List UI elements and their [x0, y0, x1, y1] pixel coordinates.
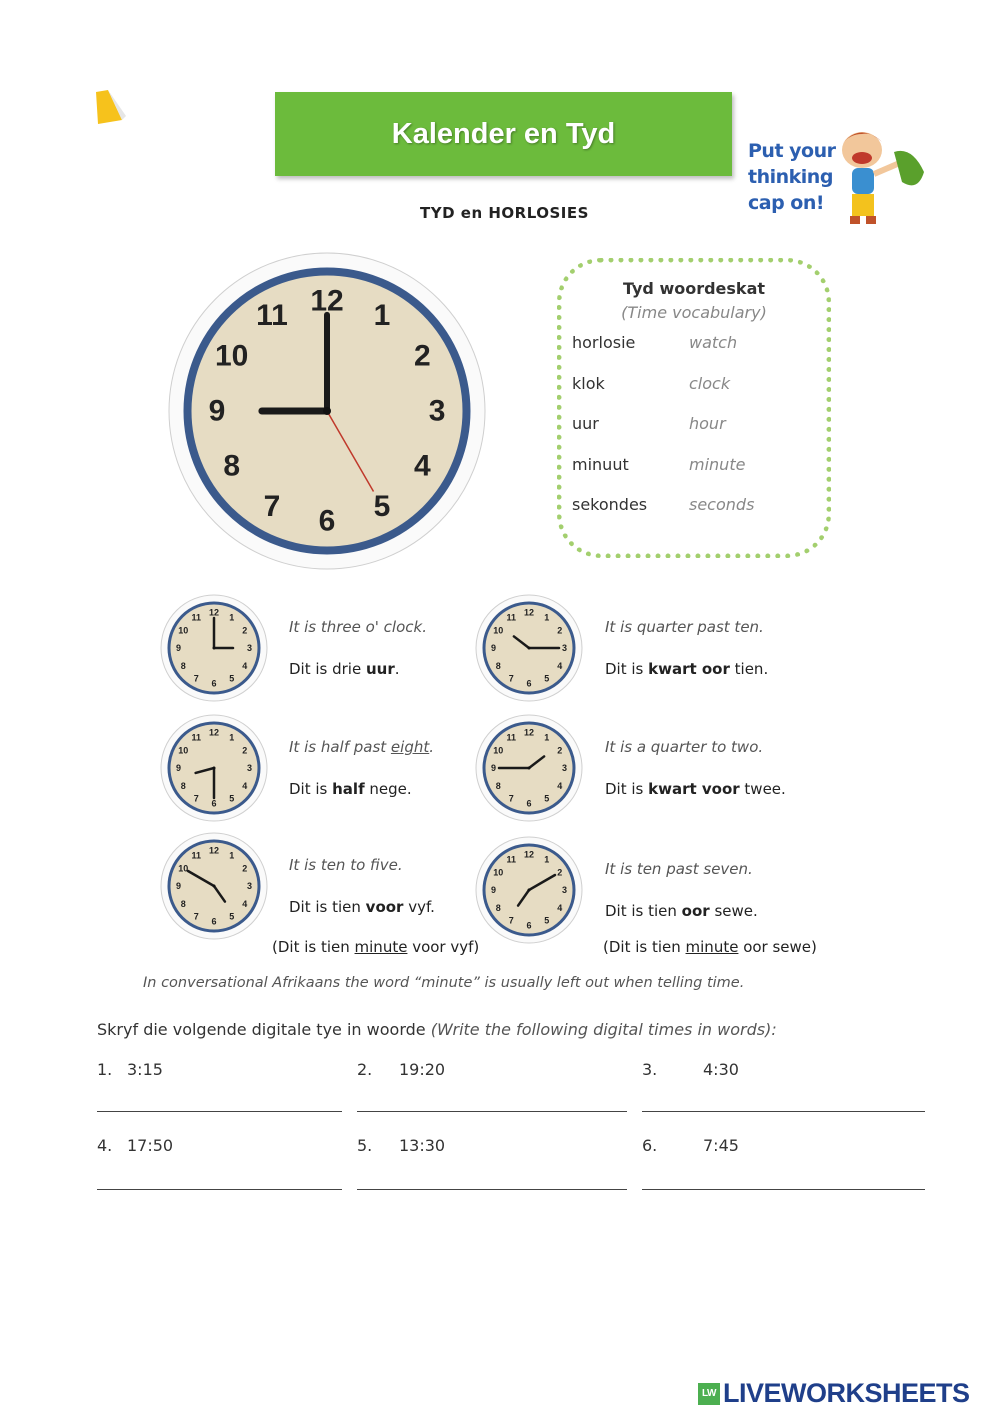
clock-number: 3 [561, 763, 568, 773]
clock-number: 11 [191, 850, 202, 861]
af-keyword: uur [365, 660, 395, 678]
exercise-number: 2. [357, 1060, 373, 1079]
clock-center [213, 885, 216, 888]
clock-number: 9 [175, 643, 182, 653]
af-text: Dit is [289, 780, 333, 798]
clock-number: 8 [495, 902, 501, 913]
clock-number: 12 [208, 727, 220, 738]
english-phrase: It is three o' clock. [289, 618, 427, 636]
exercise-time: 13:30 [399, 1136, 446, 1155]
example-clock [473, 712, 585, 824]
liveworksheets-logo [698, 1378, 970, 1409]
clock-number: 8 [495, 780, 501, 791]
instruction-afrikaans: Skryf die volgende digitale tye in woorde [97, 1020, 431, 1039]
clock-number: 9 [208, 394, 226, 428]
clock-number: 6 [211, 678, 217, 689]
clock-number: 7 [508, 915, 514, 926]
vocab-english: seconds [689, 495, 755, 514]
clock-number: 9 [175, 881, 182, 891]
clock-number: 7 [263, 489, 281, 523]
clock-number: 8 [180, 780, 186, 791]
instruction [97, 1020, 777, 1039]
clock-number: 2 [413, 339, 431, 373]
clock-number: 11 [506, 732, 517, 743]
clock-number: 10 [178, 745, 189, 756]
clock-number: 12 [208, 607, 220, 618]
af-text: voor vyf) [407, 938, 480, 956]
clock-number: 7 [193, 673, 199, 684]
answer-line[interactable] [97, 1111, 342, 1112]
vocab-title: Tyd woordeskat [622, 279, 766, 298]
vocab-english: minute [689, 454, 746, 474]
clock-number: 5 [229, 911, 235, 922]
vocab-afrikaans: minuut [572, 454, 629, 474]
clock-number: 1 [229, 732, 235, 743]
clock-number: 8 [495, 660, 501, 671]
clock-number: 5 [544, 793, 550, 804]
afrikaans-sentence [289, 660, 400, 678]
afrikaans-sentence [605, 660, 768, 678]
logo-badge-icon: LW [698, 1383, 720, 1405]
exercise-time: 17:50 [127, 1136, 174, 1155]
example-clock [158, 712, 270, 824]
clock-number: 9 [175, 763, 182, 773]
answer-line[interactable] [642, 1189, 925, 1190]
instruction-english: (Write the following digital times in words): [430, 1020, 777, 1039]
clock-number: 12 [523, 727, 535, 738]
english-phrase-underlined: eight [390, 738, 430, 756]
english-sentence [605, 860, 753, 878]
clock-number: 8 [180, 660, 186, 671]
answer-line[interactable] [642, 1111, 925, 1112]
clock-number: 3 [246, 643, 253, 653]
exercise-number: 4. [97, 1136, 113, 1155]
af-text: (Dit is tien [272, 938, 355, 956]
clock-number: 3 [246, 881, 253, 891]
clock-number: 1 [229, 850, 235, 861]
exercise-number: 6. [642, 1136, 658, 1155]
clock-number: 1 [544, 612, 550, 623]
exercise-time: 7:45 [703, 1136, 739, 1155]
english-phrase: It is a quarter to two. [605, 738, 764, 756]
clock-number: 4 [242, 780, 248, 791]
clock-number: 6 [211, 798, 217, 809]
clock-number: 10 [493, 745, 504, 756]
af-text: (Dit is tien [603, 938, 686, 956]
af-text: oor sewe) [738, 938, 817, 956]
clock-number: 1 [544, 732, 550, 743]
exercise-number: 3. [642, 1060, 658, 1079]
af-text: nege. [364, 780, 412, 798]
clock-number: 4 [557, 902, 563, 913]
af-text: Dit is drie [289, 660, 366, 678]
english-sentence [289, 856, 403, 874]
clock-number: 10 [178, 863, 189, 874]
vocab-afrikaans: sekondes [572, 495, 648, 514]
vocab-english: watch [689, 333, 738, 352]
vocab-afrikaans: klok [572, 373, 605, 393]
clock-number: 8 [180, 898, 186, 909]
vocabulary-box [557, 258, 831, 558]
af-keyword: oor [681, 902, 710, 920]
clock-number: 4 [242, 898, 248, 909]
page-title: Kalender en Tyd [391, 117, 616, 150]
clock-number: 9 [490, 763, 497, 773]
af-text: Dit is [605, 780, 649, 798]
clock-number: 8 [223, 449, 241, 483]
clock-number: 2 [557, 625, 563, 636]
clock-number: 2 [557, 745, 563, 756]
thinking-cap-text [748, 138, 835, 216]
clock-number: 6 [526, 678, 532, 689]
clock-number: 7 [508, 793, 514, 804]
exercise-time: 3:15 [127, 1060, 163, 1079]
english-sentence [605, 738, 763, 756]
af-underlined: minute [685, 938, 739, 956]
exercise-time: 19:20 [399, 1060, 446, 1079]
clock-number: 4 [557, 660, 563, 671]
clock-number: 12 [523, 849, 535, 860]
vocab-subtitle: (Time vocabulary) [621, 303, 767, 322]
answer-line[interactable] [357, 1189, 627, 1190]
af-keyword: kwart oor [648, 660, 730, 678]
clock-number: 2 [242, 745, 248, 756]
section-subtitle: TYD en HORLOSIES [420, 204, 589, 222]
cap-line: Put your [748, 140, 836, 162]
clock-number: 2 [242, 625, 248, 636]
clock-number: 10 [493, 625, 504, 636]
clock-number: 9 [490, 885, 497, 895]
clock-center [323, 407, 331, 415]
english-sentence [289, 738, 434, 756]
clock-number: 4 [242, 660, 248, 671]
clock-number: 2 [242, 863, 248, 874]
clock-number: 5 [544, 915, 550, 926]
clock-number: 12 [310, 284, 344, 318]
vocab-afrikaans: horlosie [572, 333, 636, 352]
af-text: sewe. [709, 902, 758, 920]
af-text: . [394, 660, 400, 678]
answer-line[interactable] [97, 1189, 342, 1190]
clock-number: 7 [193, 793, 199, 804]
english-phrase: It is quarter past ten. [605, 618, 764, 636]
cap-line: cap on! [748, 192, 825, 214]
clock-number: 12 [523, 607, 535, 618]
af-text: Dit is [605, 660, 649, 678]
af-keyword: kwart voor [648, 780, 740, 798]
clock-number: 3 [561, 643, 568, 653]
cap-line: thinking [748, 166, 833, 188]
afrikaans-sentence [289, 898, 435, 916]
clock-number: 7 [508, 673, 514, 684]
english-sentence [605, 618, 764, 636]
af-underlined: minute [354, 938, 408, 956]
clock-number: 11 [506, 854, 517, 865]
afrikaans-sentence [605, 902, 758, 920]
example-clock [158, 830, 270, 942]
af-keyword: half [332, 780, 365, 798]
afrikaans-sentence [289, 780, 412, 798]
af-text: Dit is tien [605, 902, 682, 920]
clock-number: 5 [229, 673, 235, 684]
clock-number: 3 [561, 885, 568, 895]
main-clock [166, 250, 488, 572]
clock-number: 7 [193, 911, 199, 922]
clock-number: 5 [229, 793, 235, 804]
logo-text: LIVEWORKSHEETS [723, 1378, 970, 1408]
clock-center [528, 889, 531, 892]
clock-number: 10 [493, 867, 504, 878]
clock-center [213, 767, 216, 770]
af-keyword: voor [365, 898, 404, 916]
clock-number: 11 [191, 732, 202, 743]
clock-center [528, 647, 531, 650]
clock-number: 11 [191, 612, 202, 623]
footnote: In conversational Afrikaans the word “minute” is usually left out when telling time. [143, 975, 745, 991]
exercise-number: 1. [97, 1060, 113, 1079]
af-text: vyf. [403, 898, 435, 916]
afrikaans-sentence [605, 780, 786, 798]
example-clock [473, 834, 585, 946]
exercise-number: 5. [357, 1136, 373, 1155]
clock-number: 6 [211, 916, 217, 927]
clock-number: 3 [428, 394, 446, 428]
full-afrikaans-sentence [272, 938, 479, 956]
full-afrikaans-sentence [603, 938, 817, 956]
clock-center [528, 767, 531, 770]
exercise-time: 4:30 [703, 1060, 739, 1079]
clock-center [213, 647, 216, 650]
clock-number: 6 [318, 504, 336, 538]
english-phrase-end: . [429, 738, 435, 756]
clock-number: 5 [544, 673, 550, 684]
af-text: tien. [729, 660, 769, 678]
clock-number: 11 [256, 299, 288, 333]
corner-decoration-icon [92, 86, 132, 130]
clock-number: 3 [246, 763, 253, 773]
english-phrase: It is half past [289, 738, 391, 756]
english-phrase: It is ten past seven. [605, 860, 753, 878]
clock-number: 5 [373, 489, 391, 523]
clock-number: 9 [490, 643, 497, 653]
answer-line[interactable] [357, 1111, 627, 1112]
vocab-afrikaans: uur [572, 414, 599, 433]
example-clock [473, 592, 585, 704]
english-phrase: It is ten to five. [289, 856, 403, 874]
clock-number: 11 [506, 612, 517, 623]
vocab-english: hour [689, 414, 726, 433]
clock-number: 4 [557, 780, 563, 791]
clock-number: 2 [557, 867, 563, 878]
clock-number: 12 [208, 845, 220, 856]
clock-number: 1 [229, 612, 235, 623]
cartoon-kid-icon [832, 122, 932, 230]
clock-number: 10 [178, 625, 189, 636]
af-text: Dit is tien [289, 898, 366, 916]
clock-number: 6 [526, 798, 532, 809]
clock-number: 10 [215, 339, 249, 373]
title-banner [275, 92, 732, 176]
clock-number: 1 [544, 854, 550, 865]
clock-number: 1 [373, 299, 391, 333]
vocab-english: clock [689, 373, 731, 393]
clock-number: 6 [526, 920, 532, 931]
example-clock [158, 592, 270, 704]
english-sentence [289, 618, 427, 636]
af-text: twee. [739, 780, 786, 798]
clock-number: 4 [413, 449, 431, 483]
